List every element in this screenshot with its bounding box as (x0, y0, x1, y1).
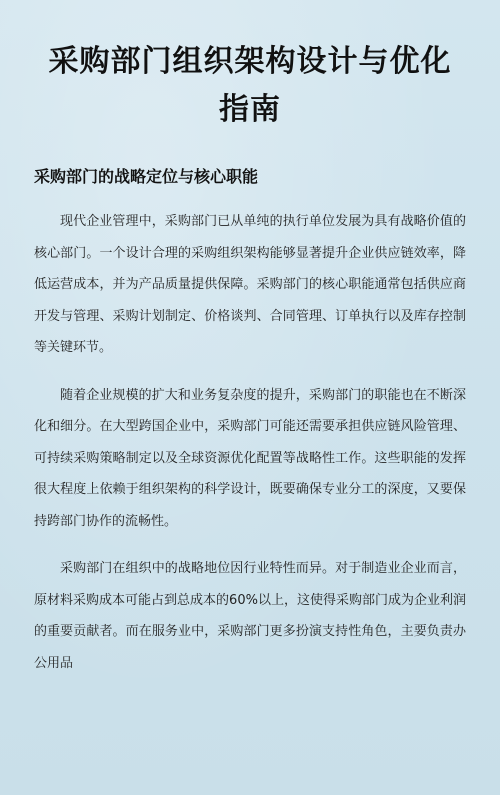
paragraph-2: 随着企业规模的扩大和业务复杂度的提升，采购部门的职能也在不断深化和细分。在大型跨国企业中，采购部门可能还需要承担供应链风险管理、可持续采购策略制定以及全球资源优化配置等战略性工作。这些职能的发挥很大程度上依赖于组织架构的科学设计，既要确保专业分工的深度，又要保持跨部门协作的流畅性。 (34, 387, 466, 529)
section-heading: 采购部门的战略定位与核心职能 (34, 167, 259, 186)
paragraph-3: 采购部门在组织中的战略地位因行业特性而异。对于制造业企业而言，原材料采购成本可能占到总成本的60%以上，这使得采购部门成为企业利润的重要贡献者。而在服务业中，采购部门更多扮演支持性角色，主要负责办公用品 (34, 561, 466, 671)
paragraph-1: 现代企业管理中，采购部门已从单纯的执行单位发展为具有战略价值的核心部门。一个设计合理的采购组织架构能够显著提升企业供应链效率，降低运营成本，并为产品质量提供保障。采购部门的核心职能通常包括供应商开发与管理、采购计划制定、价格谈判、合同管理、订单执行以及库存控制等关键环节。 (34, 214, 466, 355)
document-title: 采购部门组织架构设计与优化指南 (48, 44, 452, 127)
